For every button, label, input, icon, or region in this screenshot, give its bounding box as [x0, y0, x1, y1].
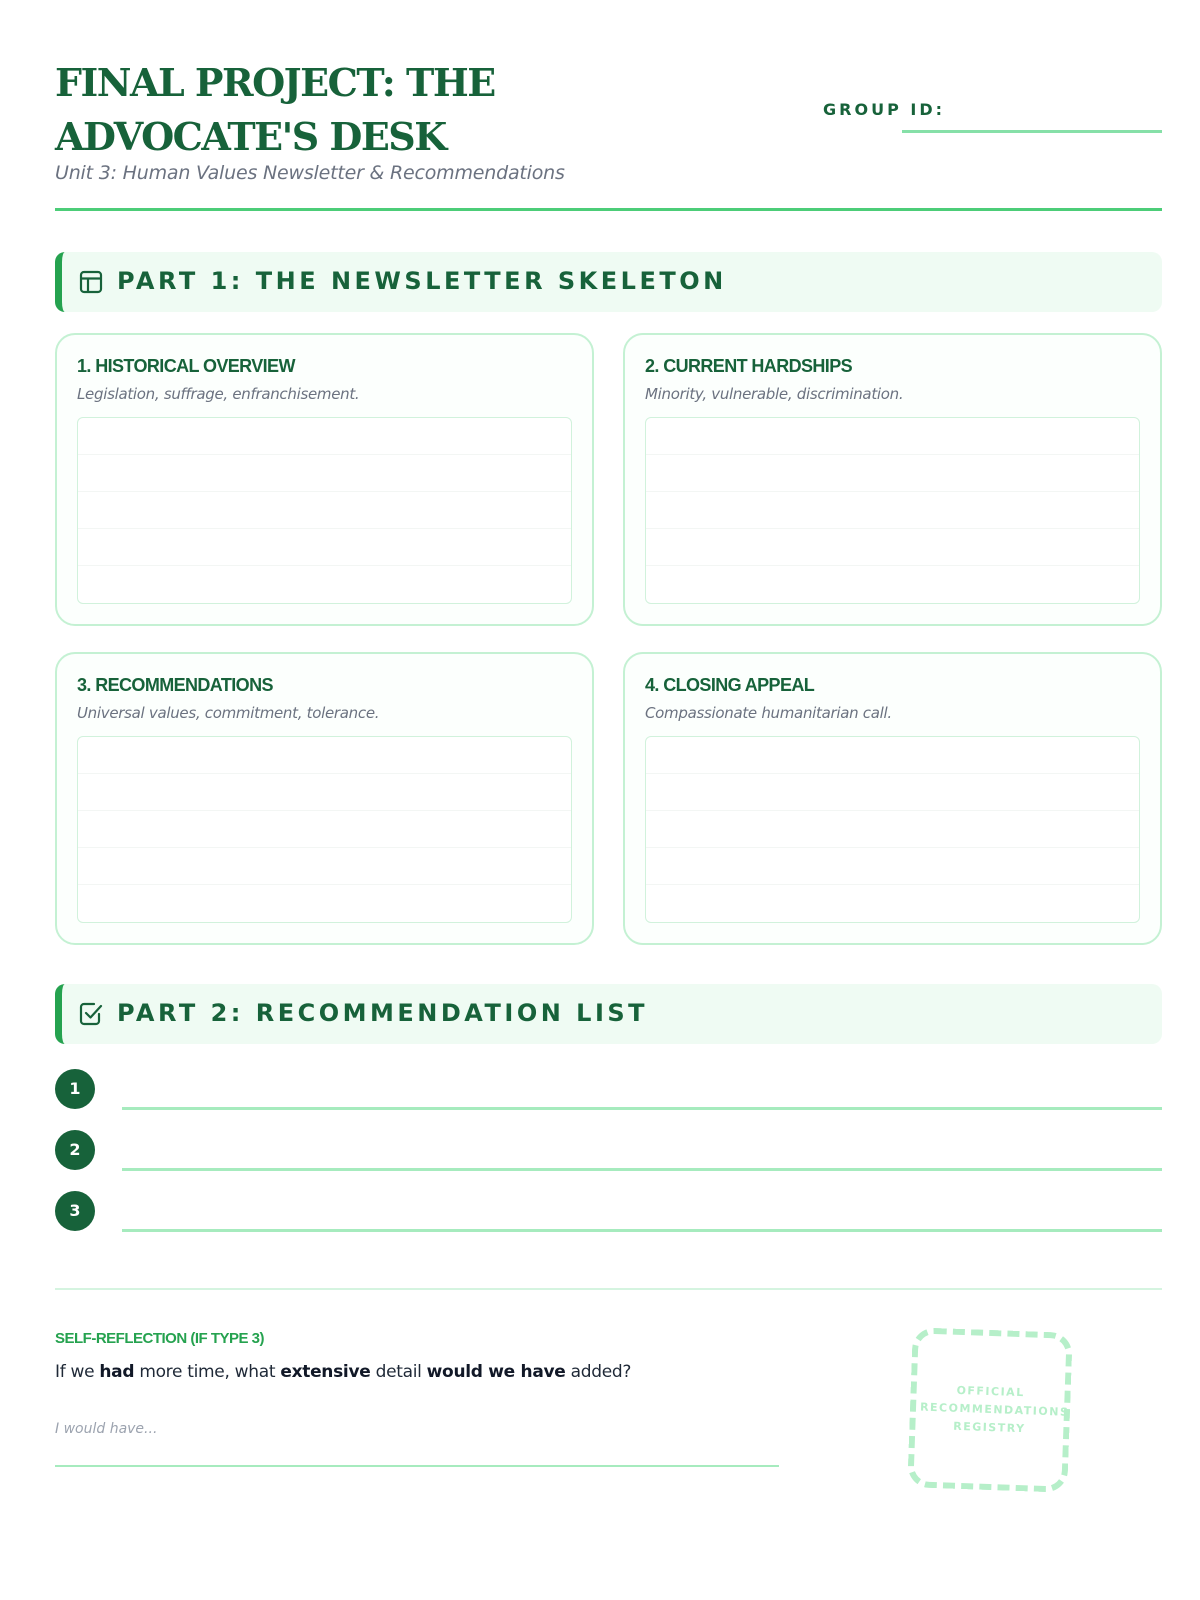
stamp-text: OFFICIAL RECOMMENDATIONS REGISTRY	[919, 1383, 1070, 1436]
current-hardships-textbox[interactable]	[645, 417, 1140, 604]
card-title: 1. HISTORICAL OVERVIEW	[77, 356, 295, 376]
card-recommendations	[55, 652, 594, 945]
self-reflection-question: If we had more time, what extensive detail would we have added?	[55, 1362, 632, 1382]
part1-section-header	[55, 252, 1162, 312]
card-title: 2. CURRENT HARDSHIPS	[645, 356, 853, 376]
card-title: 3. RECOMMENDATIONS	[77, 675, 273, 695]
page-title: FINAL PROJECT: THE ADVOCATE'S DESK	[55, 60, 495, 159]
card-hint: Compassionate humanitarian call.	[645, 704, 892, 722]
part2-title: PART 2: RECOMMENDATION LIST	[117, 999, 649, 1027]
recommendation-number-badge: 1	[55, 1069, 95, 1109]
card-hint: Legislation, suffrage, enfranchisement.	[77, 385, 360, 403]
card-closing-appeal	[623, 652, 1162, 945]
recommendation-number-badge: 3	[55, 1191, 95, 1231]
card-hint: Universal values, commitment, tolerance.	[77, 704, 380, 722]
group-id-field[interactable]	[902, 130, 1162, 133]
part1-title: PART 1: THE NEWSLETTER SKELETON	[117, 267, 727, 295]
header	[55, 56, 1162, 212]
historical-overview-textbox[interactable]	[77, 417, 572, 604]
layout-icon	[78, 269, 104, 295]
part2-section-header	[55, 984, 1162, 1044]
recommendation-line-2[interactable]	[122, 1168, 1162, 1171]
recommendation-line-3[interactable]	[122, 1229, 1162, 1232]
recommendations-textbox[interactable]	[77, 736, 572, 923]
group-id-label: GROUP ID:	[823, 100, 945, 119]
self-reflection-answer-line[interactable]	[55, 1465, 779, 1467]
page-subtitle: Unit 3: Human Values Newsletter & Recommendations	[55, 162, 565, 184]
official-registry-stamp	[907, 1327, 1072, 1492]
card-title: 4. CLOSING APPEAL	[645, 675, 815, 695]
card-hint: Minority, vulnerable, discrimination.	[645, 385, 904, 403]
card-historical-overview	[55, 333, 594, 626]
self-reflection-label: SELF-REFLECTION (IF TYPE 3)	[55, 1330, 265, 1347]
self-reflection-placeholder[interactable]: I would have...	[55, 1421, 158, 1437]
closing-appeal-textbox[interactable]	[645, 736, 1140, 923]
header-divider	[55, 208, 1162, 211]
section-divider	[55, 1288, 1162, 1290]
recommendation-number-badge: 2	[55, 1130, 95, 1170]
recommendation-line-1[interactable]	[122, 1107, 1162, 1110]
card-current-hardships	[623, 333, 1162, 626]
checkbox-icon	[78, 1001, 104, 1027]
